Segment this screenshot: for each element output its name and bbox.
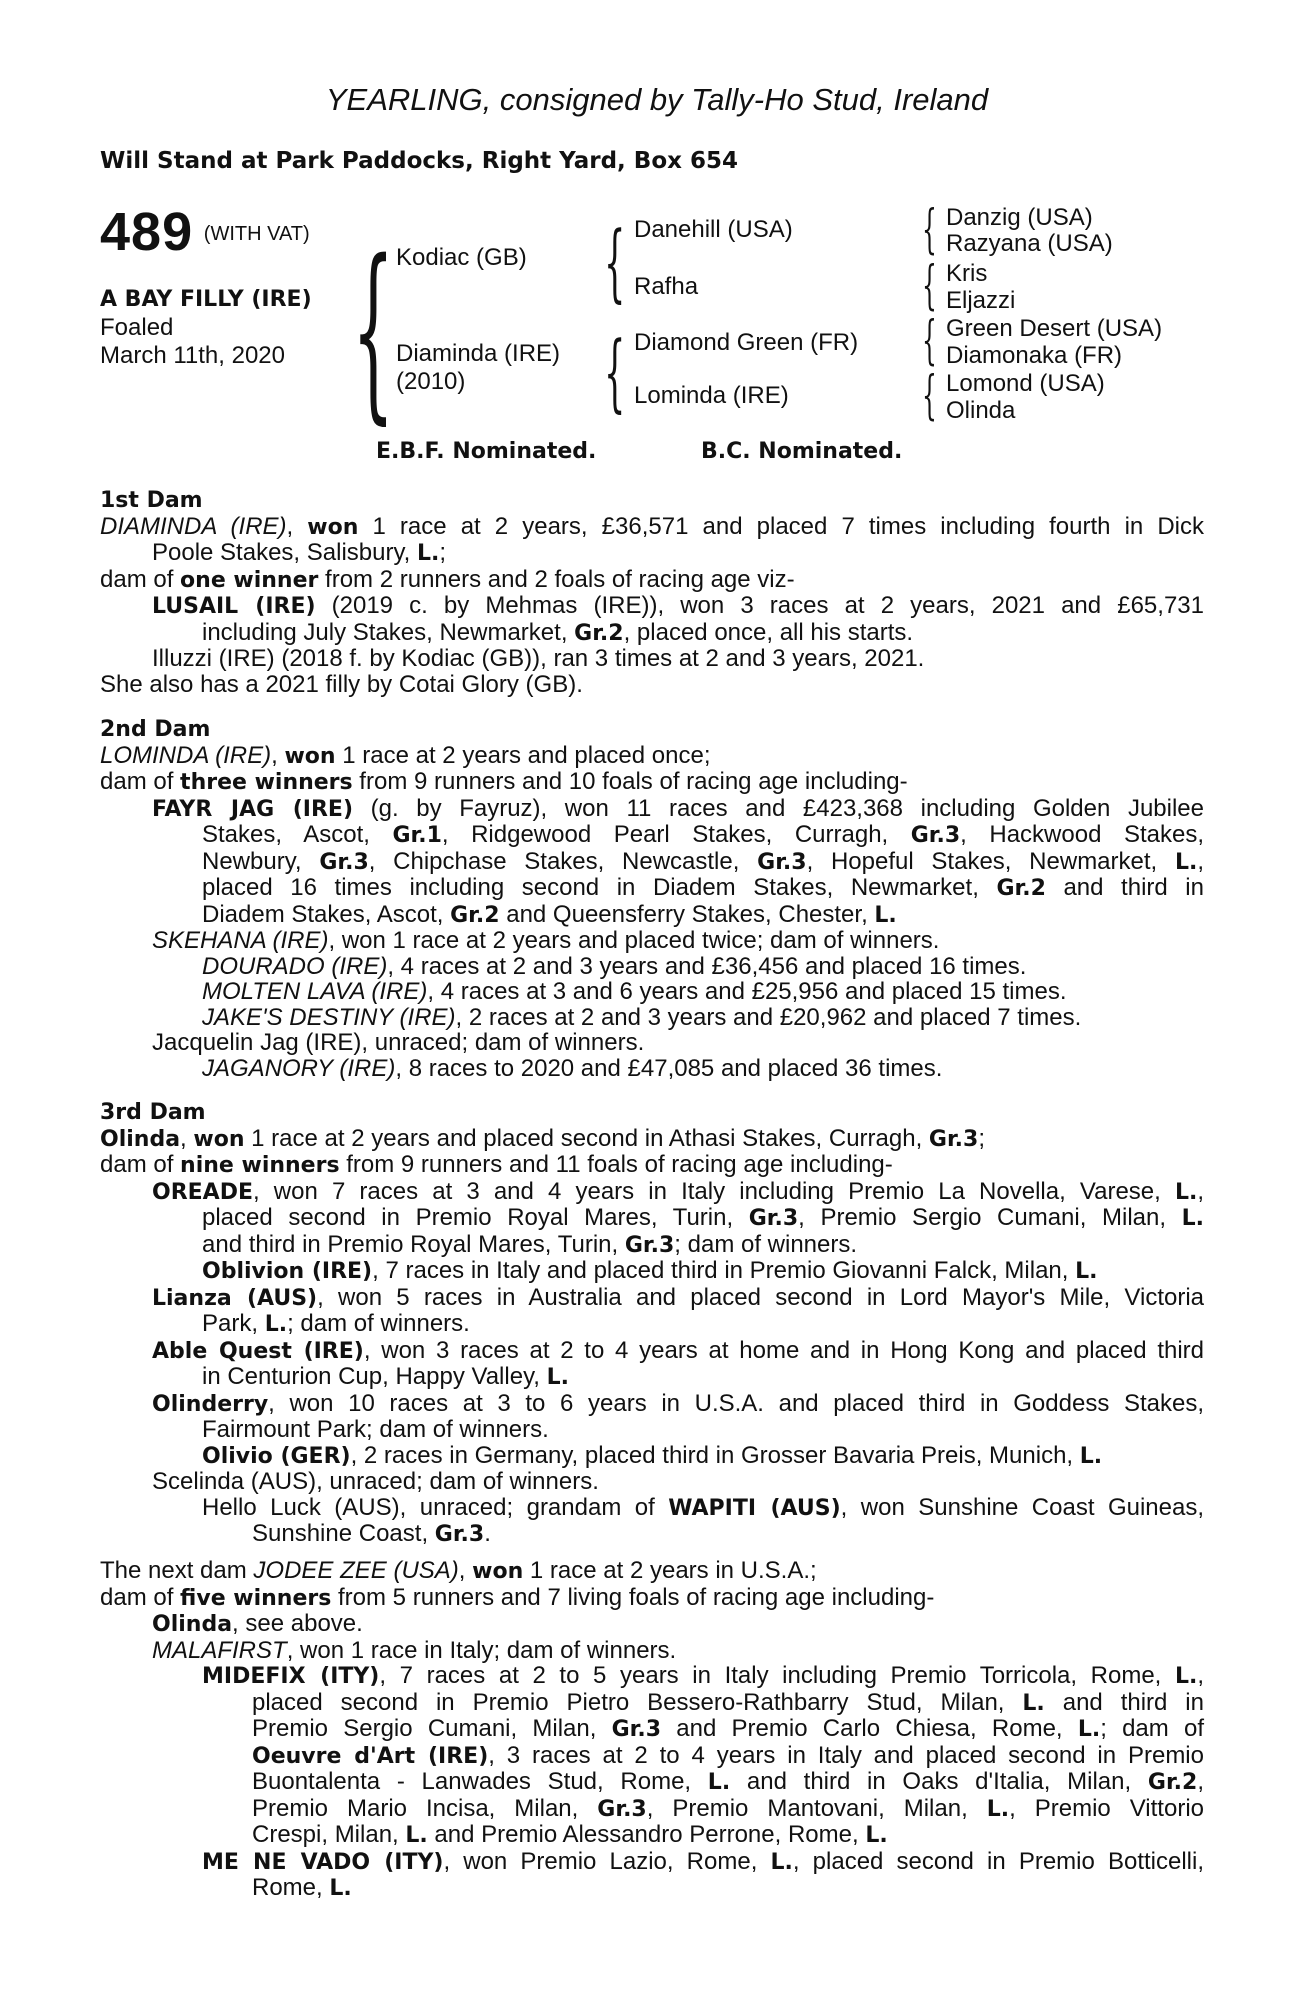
brace-icon: { xyxy=(922,366,937,426)
progeny-line: placed 16 times including second in Diadem Stakes, Newmarket, Gr.2 and third in xyxy=(202,874,1204,901)
horse-name: A BAY FILLY (IRE) xyxy=(100,287,312,312)
progeny-line: placed second in Premio Pietro Bessero-Rathbarry Stud, Milan, L. and third in xyxy=(252,1688,1204,1716)
progeny-line: FAYR JAG (IRE) (g. by Fayruz), won 11 races and £423,368 including Golden Jubilee xyxy=(152,794,1204,822)
next-dam-section xyxy=(100,1558,1204,1902)
progeny-line: LUSAIL (IRE) (2019 c. by Mehmas (IRE)), won 3 races at 2 years, 2021 and £65,731 xyxy=(152,592,1204,619)
progeny-line: Diadem Stakes, Ascot, Gr.2 and Queensferry Stakes, Chester, L. xyxy=(202,900,897,928)
pedigree-g3-5: Green Desert (USA) xyxy=(946,315,1163,342)
progeny-line: Buontalenta - Lanwades Stud, Rome, L. and third in Oaks d'Italia, Milan, Gr.2, xyxy=(252,1768,1204,1795)
progeny-line: Premio Sergio Cumani, Milan, Gr.3 and Premio Carlo Chiesa, Rome, L.; dam of xyxy=(252,1715,1204,1742)
foaled-label: Foaled xyxy=(100,314,174,341)
second-dam-section xyxy=(100,717,1204,1081)
progeny-line: Crespi, Milan, L. and Premio Alessandro Perrone, Rome, L. xyxy=(252,1821,888,1848)
progeny-line: Sunshine Coast, Gr.3. xyxy=(252,1520,491,1547)
progeny-line: Fairmount Park; dam of winners. xyxy=(202,1416,549,1443)
progeny-line: MIDEFIX (ITY), 7 races at 2 to 5 years in Italy including Premio Torricola, Rome, L., xyxy=(202,1662,1205,1689)
progeny-line: including July Stakes, Newmarket, Gr.2, placed once, all his starts. xyxy=(202,618,914,646)
progeny-line: MOLTEN LAVA (IRE), 4 races at 3 and 6 years and £25,956 and placed 15 times. xyxy=(202,978,1067,1005)
section-heading: 2nd Dam xyxy=(100,717,211,742)
foaled-date: March 11th, 2020 xyxy=(100,342,286,369)
progeny-line: Able Quest (IRE), won 3 races at 2 to 4 years at home and in Hong Kong and placed third xyxy=(152,1336,1205,1364)
sire-sire: Danehill (USA) xyxy=(634,216,793,243)
progeny-line: Premio Mario Incisa, Milan, Gr.3, Premio Mantovani, Milan, L., Premio Vittorio xyxy=(252,1794,1204,1822)
dam-line: dam of one winner from 2 runners and 2 foals of racing age viz- xyxy=(100,565,795,593)
progeny-line: ME NE VADO (ITY), won Premio Lazio, Rome, L., placed second in Premio Botticelli, xyxy=(202,1847,1204,1875)
brace-icon: { xyxy=(352,220,395,441)
catalogue-title: YEARLING, consigned by Tally-Ho Stud, Ireland xyxy=(325,82,989,117)
dam-line: LOMINDA (IRE), won 1 race at 2 years and placed once; xyxy=(100,741,711,769)
progeny-line: DOURADO (IRE), 4 races at 2 and 3 years and £36,456 and placed 16 times. xyxy=(202,952,1027,980)
section-heading: 1st Dam xyxy=(100,488,203,513)
dam-sire: Diamond Green (FR) xyxy=(634,329,859,356)
third-dam-section xyxy=(100,1100,1204,1548)
stand-location: Will Stand at Park Paddocks, Right Yard, Box 654 xyxy=(100,148,738,174)
pedigree-g3-3: Kris xyxy=(946,260,988,287)
dam xyxy=(396,340,560,396)
ebf-nomination: E.B.F. Nominated. xyxy=(376,439,597,464)
progeny-line: Stakes, Ascot, Gr.1, Ridgewood Pearl Stakes, Curragh, Gr.3, Hackwood Stakes, xyxy=(202,821,1204,848)
dam-name: Diaminda (IRE) xyxy=(396,340,561,367)
progeny-line: Illuzzi (IRE) (2018 f. by Kodiac (GB)), ran 3 times at 2 and 3 years, 2021. xyxy=(152,645,925,672)
progeny-line: Scelinda (AUS), unraced; dam of winners. xyxy=(152,1468,599,1495)
sire-dam: Rafha xyxy=(634,273,699,300)
progeny-line: Oblivion (IRE), 7 races in Italy and placed third in Premio Giovanni Falck, Milan, L. xyxy=(202,1257,1098,1284)
progeny-line: OREADE, won 7 races at 3 and 4 years in Italy including Premio La Novella, Varese, L., xyxy=(152,1177,1204,1205)
progeny-line: SKEHANA (IRE), won 1 race at 2 years and placed twice; dam of winners. xyxy=(152,927,940,954)
pedigree-g3-6: Diamonaka (FR) xyxy=(946,342,1123,369)
progeny-line: Olinda, see above. xyxy=(152,1610,363,1637)
pedigree-g3-7: Lomond (USA) xyxy=(946,370,1105,397)
pedigree-g3-8: Olinda xyxy=(946,397,1016,424)
bc-nomination: B.C. Nominated. xyxy=(701,439,903,464)
brace-icon: { xyxy=(922,200,937,260)
dam-line: dam of nine winners from 9 runners and 11 foals of racing age including- xyxy=(100,1151,893,1178)
progeny-line: Rome, L. xyxy=(252,1874,352,1901)
dam-year: (2010) xyxy=(396,368,466,395)
horse-info xyxy=(100,286,312,370)
progeny-line: JAGANORY (IRE), 8 races to 2020 and £47,085 and placed 36 times. xyxy=(202,1054,943,1082)
lot-number: 489 xyxy=(100,202,194,262)
progeny-line: Olinderry, won 10 races at 3 to 6 years in U.S.A. and placed third in Goddess Stakes, xyxy=(152,1389,1204,1417)
progeny-line: Oeuvre d'Art (IRE), 3 races at 2 to 4 years in Italy and placed second in Premio xyxy=(252,1741,1204,1769)
progeny-line: She also has a 2021 filly by Cotai Glory (GB). xyxy=(100,670,583,698)
dam-line: Olinda, won 1 race at 2 years and placed second in Athasi Stakes, Curragh, Gr.3; xyxy=(100,1124,986,1152)
dam-line: The next dam JODEE ZEE (USA), won 1 race at 2 years in U.S.A.; xyxy=(100,1557,817,1584)
dam-line: Poole Stakes, Salisbury, L.; xyxy=(152,539,447,566)
pedigree-g3-4: Eljazzi xyxy=(946,287,1016,314)
progeny-line: and third in Premio Royal Mares, Turin, Gr.3; dam of winners. xyxy=(202,1230,858,1258)
section-heading: 3rd Dam xyxy=(100,1100,206,1125)
dam-line: dam of three winners from 9 runners and 10 foals of racing age including- xyxy=(100,768,908,795)
sire: Kodiac (GB) xyxy=(396,244,527,271)
brace-icon: { xyxy=(922,311,937,371)
progeny-line: Park, L.; dam of winners. xyxy=(202,1310,470,1337)
dam-line: dam of five winners from 5 runners and 7 living foals of racing age including- xyxy=(100,1583,935,1611)
dam-dam: Lominda (IRE) xyxy=(634,382,789,409)
pedigree-g3-2: Razyana (USA) xyxy=(946,230,1113,257)
pedigree-g3-1: Danzig (USA) xyxy=(946,204,1093,231)
vat-note: (WITH VAT) xyxy=(203,223,310,245)
brace-icon: { xyxy=(604,323,626,421)
progeny-line: Olivio (GER), 2 races in Germany, placed third in Grosser Bavaria Preis, Munich, L. xyxy=(202,1441,1103,1469)
brace-icon: { xyxy=(604,213,626,311)
progeny-line: Hello Luck (AUS), unraced; grandam of WAPITI (AUS), won Sunshine Coast Guineas, xyxy=(202,1493,1205,1521)
dam-line: DIAMINDA (IRE), won 1 race at 2 years, £36,571 and placed 7 times including fourth in Dick xyxy=(100,512,1205,540)
progeny-line: in Centurion Cup, Happy Valley, L. xyxy=(202,1363,570,1390)
progeny-line: Jacquelin Jag (IRE), unraced; dam of winners. xyxy=(152,1029,645,1056)
progeny-line: Lianza (AUS), won 5 races in Australia and placed second in Lord Mayor's Mile, Victoria xyxy=(152,1283,1205,1311)
first-dam-section xyxy=(100,488,1204,697)
lot-block xyxy=(100,202,310,273)
progeny-line: JAKE'S DESTINY (IRE), 2 races at 2 and 3 years and £20,962 and placed 7 times. xyxy=(202,1003,1082,1031)
progeny-line: MALAFIRST, won 1 race in Italy; dam of winners. xyxy=(152,1636,677,1664)
progeny-line: Newbury, Gr.3, Chipchase Stakes, Newcastle, Gr.3, Hopeful Stakes, Newmarket, L., xyxy=(202,847,1204,875)
progeny-line: placed second in Premio Royal Mares, Turin, Gr.3, Premio Sergio Cumani, Milan, L. xyxy=(202,1204,1204,1231)
brace-icon: { xyxy=(922,256,937,316)
